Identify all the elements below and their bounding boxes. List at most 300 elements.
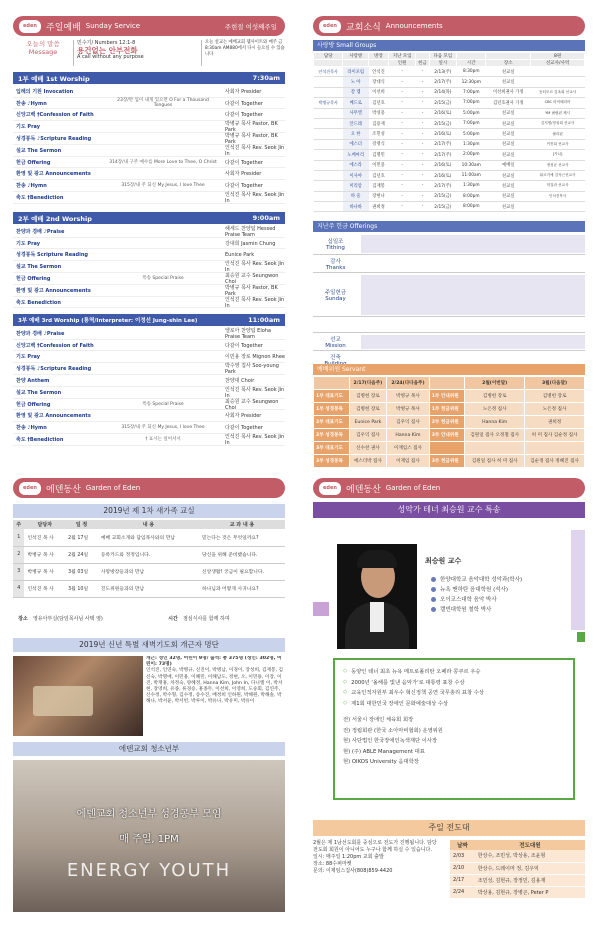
sg-cell: - [388, 77, 415, 87]
offering-ko: 선교 [330, 336, 341, 343]
worship-row [13, 340, 285, 352]
table-row [314, 181, 585, 191]
serv-cell: 1부 성경봉독 [314, 403, 350, 416]
sg-cell: 2/15(금) [429, 202, 456, 212]
worship-item: 기도 Pray [16, 240, 41, 247]
offering-label [313, 273, 358, 316]
worship-leader: 박병규 목사 Pastor, BK Park [225, 121, 278, 134]
sg-cell [314, 170, 343, 180]
sg-cell: 7:00pm [457, 118, 486, 128]
worship-leader: 사회자 Presider [225, 88, 262, 95]
sg-cell: 노 아 [343, 77, 369, 87]
servant-table [313, 376, 585, 468]
sg-header: 8원 [531, 53, 585, 60]
sg-cell: 라이포럼 [343, 67, 369, 77]
offering-ko: 주일헌금 [324, 289, 347, 296]
class-cell: 2월 24일 [65, 546, 98, 563]
sg-cell: 2/16(토) [429, 160, 456, 170]
worship-leader: 사회자 Presider [225, 171, 262, 178]
sg-subheader: 장소 [486, 60, 531, 67]
time-label: 시간 [168, 615, 178, 622]
worship2-bar [13, 212, 285, 224]
sg-cell: 2/13(주) [429, 67, 456, 77]
worship-item: 찬양 Anthem [16, 377, 50, 384]
sg-cell: 사무엘 [343, 108, 369, 118]
sg-cell: 2/16(토) [429, 108, 456, 118]
offering-en: Sunday [325, 295, 346, 302]
bio-text: 뉴욕 맨하탄 음대학원 (석사) [440, 587, 508, 593]
worship-hymn: 특송 Special Praise [142, 275, 184, 281]
table-row [314, 390, 585, 403]
sg-cell [314, 87, 343, 97]
serv-cell: 이재임 집사 [387, 455, 430, 468]
sg-cell: 박병규목사 [314, 98, 343, 108]
sg-cell: 2/16(토) [429, 170, 456, 180]
time: 점심식사를 함께 하며 [183, 615, 230, 622]
bio-item [431, 574, 571, 584]
class-header: 교 과 내 용 [199, 520, 285, 529]
evang-info [313, 840, 438, 875]
youth-line1: 에덴교회 청소년부 성경공부 모임 [76, 809, 222, 820]
sg-cell: 김지명/정성희 선교사 [531, 118, 585, 128]
offering-row [313, 273, 585, 317]
award-text: 제1회 대한민국 장애인 문화예술대상 수상 [351, 700, 449, 707]
sg-cell: 8:00pm [457, 191, 486, 201]
sg-cell: 인석진목사 [531, 191, 585, 201]
class-title: 2019년 제 1차 새가족 교실 [13, 504, 285, 518]
worship-item: 축도 †Benediction [16, 436, 64, 443]
sg-cell: 안석진 [369, 67, 389, 77]
sg-subheader [369, 60, 389, 67]
worship-row [13, 86, 285, 98]
worship-leader: 인석진 목사 Rev. Seok Jin In [225, 433, 285, 446]
sg-cell: 친교실 [486, 150, 531, 160]
worship2-list [13, 226, 285, 310]
offering-value [361, 275, 585, 315]
evang-cell: 조민성, 김현규, 장정민, 김용재 [475, 874, 585, 886]
sg-cell: 7:00pm [457, 98, 486, 108]
table-row [314, 98, 585, 108]
prayer-box [146, 656, 285, 736]
class-cell: 당신을 위해 준비했습니다. [199, 546, 285, 563]
worship-hymn: 315장/내 주 되신 My Jesus, I love Thee [121, 183, 205, 189]
class-cell: 신앙생활! 궁금이 필요합니다. [199, 563, 285, 580]
evang-item: 일시: 매주일 1:20pm 교회 출발 [313, 854, 384, 860]
sg-cell: - [388, 181, 415, 191]
sg-cell: - [388, 98, 415, 108]
evang-table [450, 840, 585, 899]
evang-cell: 2/10 [450, 862, 475, 874]
sg-cell [314, 118, 343, 128]
sg-header: 지난 모임 [388, 53, 415, 60]
sg-cell [314, 108, 343, 118]
offering-en: Mission [325, 342, 346, 349]
sg-header [486, 53, 531, 60]
worship-leader: 엘로아 찬양팀 Eloha Praise Team [225, 327, 271, 340]
sg-cell: - [416, 118, 429, 128]
serv-header [314, 377, 350, 390]
sg-header: 다음 모임 [429, 53, 456, 60]
table-row [314, 77, 585, 87]
youth-brand: ENERGY YOUTH [66, 860, 232, 881]
youth-line2: 매 주일, 1PM [119, 834, 179, 845]
sg-cell: 2/17(주) [429, 181, 456, 191]
offering-value [361, 257, 585, 271]
sg-cell: 친교실 [486, 202, 531, 212]
worship-leader: 인석진 목사 Rev. Seok Jin In [225, 296, 285, 309]
offerings-table [313, 233, 585, 361]
serv-cell: 1부 대표기도 [314, 390, 350, 403]
sg-cell: 2/16(토) [429, 129, 456, 139]
sg-cell: 이사야 [343, 170, 369, 180]
worship-item: 설교 The Sermon [16, 389, 62, 396]
youth-photo [13, 760, 285, 912]
class-cell: 사랑방장들과의 만남 [98, 563, 199, 580]
prayer-names: 인석진, 인연숙, 박병규, 신진이, 박병남, 이경이, 장성희, 김재봉, 김신숙, 박명애, 이민용, 이혜민, 이해남도, 정현, 오, 이민용, 이장, 이 진, 박재홍, 차정숙, 양혜정, Hanna Kim, John In, 다니엘 이, 박서현, 장영희, 유종, 류경승, 홍종두, 이선희, 이영희, 도숭회, 김연주, 신수정, 박수형, 김수정, 송수진, 배정희 인하원, 박해원, 박해솔, 박해나, 박서윤, 박서빈, 박루이, 박유나, 박유미, 박유이 [146, 668, 284, 705]
offering-row [313, 333, 585, 351]
sg-cell: 에스더 [343, 139, 369, 149]
worship-row [13, 157, 285, 169]
sg-cell: - [388, 191, 415, 201]
table-row [13, 546, 285, 563]
offering-ko: 건축 [330, 354, 341, 361]
class-cell: 인석진 목 사 [24, 529, 65, 546]
table-row [13, 563, 285, 580]
sg-cell: 강영식 [369, 139, 389, 149]
worship2-title: 2부 예배 2nd Worship [18, 214, 92, 223]
serv-cell: 3부 성경봉독 [314, 455, 350, 468]
sg-cell: 바나바 [343, 202, 369, 212]
serv-cell: 박병규 목사 [387, 403, 430, 416]
evang-title: 주일 전도대 [313, 820, 585, 836]
word-label-en: Message [28, 48, 58, 56]
sg-cell: 10:30am [457, 160, 486, 170]
sg-cell: 김용재 [369, 118, 389, 128]
sg-cell: 이민용 [369, 160, 389, 170]
worship-row [13, 328, 285, 340]
off-title: 지난주 헌금 Offerings [313, 221, 585, 232]
offering-en: Thanks [325, 264, 346, 271]
accent-bar [577, 632, 585, 642]
bio-text: 한양대학교 음악대학 성악과(학사) [440, 577, 523, 583]
eden2-title: 에덴동산 [346, 484, 381, 495]
table-row [314, 150, 585, 160]
worship-row [13, 297, 285, 309]
worship-leader: 다같이 Together [225, 342, 263, 349]
sg-cell: 에스라 [343, 160, 369, 170]
table-row [314, 191, 585, 201]
sg-cell: - [388, 150, 415, 160]
sg-cell: 미리암 [343, 181, 369, 191]
sg-subheader: 일시 [429, 60, 456, 67]
table-row [314, 87, 585, 97]
accent-bar [313, 602, 329, 616]
sg-cell: - [416, 87, 429, 97]
sg-cell: 친교실 [486, 191, 531, 201]
serv-cell: 김원일 집사 허 미 집사 [465, 455, 525, 468]
notice: 오늘 설교는 예배교회 웹사이트와 매주 금 8:30am AM880에서 다시 들으실 수 있습니다 [205, 40, 285, 57]
sg-cell: 안드레 [343, 118, 369, 128]
role-item: 현) OIKOS University 음대학장 [343, 759, 419, 766]
worship-row [13, 399, 285, 411]
worship-hymn: † 표시는 일어서서 [145, 436, 181, 442]
sg-cell: [가나] [531, 150, 585, 160]
sg-cell: CBC 라이베리아 [531, 98, 585, 108]
class-cell: 박병규 목 사 [24, 563, 65, 580]
eden-logo: eden [19, 482, 41, 495]
serv-cell: 1부 안내위원 [429, 390, 465, 403]
bullet-icon [431, 597, 436, 602]
worship-item: 신앙고백 †Confession of Faith [16, 342, 94, 349]
worship-item: 축도 Benediction [16, 299, 61, 306]
sg-cell: 5:00pm [457, 108, 486, 118]
class-cell: 믿는다는 것은 무엇일까요? [199, 529, 285, 546]
sg-cell: - [416, 77, 429, 87]
worship-row [13, 411, 285, 423]
serv-cell: 3부 대표기도 [314, 442, 350, 455]
sg-cell: - [416, 191, 429, 201]
sg-cell: - [416, 160, 429, 170]
worship-row [13, 238, 285, 250]
worship-item: 성경봉독 ♪Scripture Reading [16, 366, 92, 373]
roles-list [343, 714, 565, 767]
bullet-icon [431, 607, 436, 612]
sg-cell [314, 77, 343, 87]
serv-cell: 박병규 목사 [387, 390, 430, 403]
accent-bar [571, 530, 585, 630]
serv-cell: 김병헌 장로 [349, 403, 387, 416]
worship-item: 찬양과 경배 ♪Praise [16, 330, 65, 337]
serv-cell: 노은정 집사 [525, 403, 585, 416]
sg-cell: 2/15(금) [429, 98, 456, 108]
worship-leader: 다같이 Together [225, 425, 263, 432]
diamond-icon: ◇ [343, 689, 348, 696]
sg-subheader: 선교사/사역 [531, 60, 585, 67]
offering-label [313, 333, 358, 350]
table-row [314, 118, 585, 128]
sg-cell: 8:00pm [457, 202, 486, 212]
worship-leader: 다같이 Together [225, 112, 263, 119]
worship-leader: 박병규 목사 Pastor, BK Park [225, 284, 278, 297]
offering-value [361, 335, 585, 349]
award-text: 교육인적자원부 최우수 혁신정책 공연 국무총리 표창 수상 [351, 690, 484, 697]
table-row [314, 403, 585, 416]
sg-header [416, 53, 429, 60]
sg-cell [314, 191, 343, 201]
sg-cell: 7:00pm [457, 87, 486, 97]
worship-item: 찬양과 경배 ♪Praise [16, 228, 65, 235]
serv-cell: Eunice Park [349, 416, 387, 429]
service-title-en: Sunday Service [85, 22, 141, 30]
eden1-title: 에덴동산 [46, 484, 81, 495]
worship-leader: 이민용 장로 Mignon Rhee [225, 354, 285, 361]
table-row [13, 580, 285, 597]
evang-header: 날짜 [450, 840, 475, 850]
table-row [450, 850, 585, 862]
sg-cell: 김년호 [369, 98, 389, 108]
serv-cell: 3부 안내위원 [429, 429, 465, 442]
sg-cell: 박성용 [369, 108, 389, 118]
award-item [343, 698, 565, 709]
serv-cell: Hanna Kim [387, 429, 430, 442]
sg-cell: - [416, 108, 429, 118]
bullet-icon [431, 577, 436, 582]
sg-cell: 친교실 [486, 108, 531, 118]
sg-cell: 친교실 [486, 118, 531, 128]
sg-cell: 친교실 [486, 170, 531, 180]
sg-cell: 5:00pm [457, 129, 486, 139]
serv-cell: 김병헌 장로 [465, 390, 525, 403]
ann-title: 교회소식 [346, 22, 381, 33]
worship1-title: 1부 예배 1st Worship [18, 74, 90, 83]
sg-cell: 미질라 선교사 [531, 181, 585, 191]
worship3-time: 11:00am [248, 316, 280, 324]
sg-cell: 2:00pm [457, 150, 486, 160]
offering-row [313, 233, 585, 255]
message-en: A call without any purpose [77, 54, 144, 60]
eden-logo: eden [319, 20, 341, 33]
eden2-title-en: Garden of Eden [385, 484, 441, 492]
diamond-icon: ◇ [343, 678, 348, 685]
evang-header: 전도대원 [475, 840, 585, 850]
class-cell: 예배 교회소개와 담임목사와의 만남 [98, 529, 199, 546]
worship-leader: 인석진 목사 Rev. Seok Jin In [225, 386, 285, 399]
prayer-title: 2019년 신년 특별 새벽기도회 개근자 명단 [13, 638, 285, 652]
sg-cell: 장대식 [369, 77, 389, 87]
sg-cell: 장현나 [369, 191, 389, 201]
serv-header [429, 377, 465, 390]
feature-title: 성악가 테너 최승원 교수 특송 [313, 502, 585, 518]
offering-label [313, 255, 358, 272]
sg-cell: - [388, 129, 415, 139]
table-row [314, 139, 585, 149]
class-header: 내 용 [98, 520, 199, 529]
bullet-icon [431, 587, 436, 592]
award-item [343, 677, 565, 688]
class-header: 주 [13, 520, 24, 529]
eden2-header [313, 478, 585, 498]
sg-cell: 12:30pm [457, 77, 486, 87]
evang-cell: 2/24 [450, 886, 475, 898]
worship-item: 성경봉독 Scripture Reading [16, 252, 88, 259]
sg-cell: 1:30pm [457, 181, 486, 191]
role-item: 전) 정립회관 (한국 소아마비협회) 운영위원 [343, 727, 443, 734]
small-groups-table [313, 52, 585, 212]
new-family-table [13, 520, 285, 598]
sg-cell: 노베마리 [343, 150, 369, 160]
diamond-icon: ◇ [343, 699, 348, 706]
sg-cell: 정성균 선교사 [531, 160, 585, 170]
diamond-icon: ◇ [343, 668, 348, 675]
evang-cell: 2/17 [450, 874, 475, 886]
worship3-list [13, 328, 285, 448]
sg-cell: 요 한 [343, 129, 369, 139]
worship-item: 찬송 ♪Hymn [16, 425, 47, 432]
worship-leader: 최승원 교수 Seungwon Choi [225, 398, 279, 411]
worship-item: 찬송 ♪Hymn [16, 183, 47, 190]
class-cell: 등록카드와 정정입니다. [98, 546, 199, 563]
class-cell: 진도위원들과의 만남 [98, 580, 199, 597]
awards-box [333, 658, 575, 800]
bio-text: 오이코스대학 음악 박사 [440, 597, 497, 603]
feature-card [313, 522, 585, 802]
class-cell: 1 [13, 529, 24, 546]
worship-leader: 사회자 Presider [225, 413, 262, 420]
serv-cell: 2부 헌금위원 [429, 416, 465, 429]
serv-cell [429, 442, 465, 455]
bio-list [431, 574, 571, 614]
worship-item: 설교 The Sermon [16, 264, 62, 271]
sg-cell [531, 67, 585, 77]
worship-leader: 다같이 Together [225, 183, 263, 190]
worship-row [13, 363, 285, 375]
serv-header: 2/17(다음주) [349, 377, 387, 390]
message-title: 용건없는 안부전화 [77, 46, 138, 55]
tenor-photo [337, 544, 417, 649]
award-text: 2000년 '올해를 빛낸 음악가'로 대통령 표창 수상 [351, 679, 465, 686]
serv-header: 2/24(다다음주) [387, 377, 430, 390]
serv-cell: Hanna Kim [465, 416, 525, 429]
evang-cell: 박상용, 김현규, 장병곤, Peter P [475, 886, 585, 898]
table-row [314, 108, 585, 118]
table-row [450, 862, 585, 874]
award-text: 동양인 테너 최초 뉴욕 메트로폴리탄 오페라 콩쿠르 우승 [351, 669, 481, 676]
worship-hymn: 315장/내 주 되신 My Jesus, I love Thee [121, 425, 205, 431]
serv-title: 예배위원 Servant [313, 364, 585, 375]
serv-cell: 1부 헌금위원 [429, 403, 465, 416]
sg-cell: - [388, 87, 415, 97]
worship-item: 신앙고백 †Confession of Faith [16, 112, 94, 119]
offering-value [361, 319, 585, 331]
sg-cell: - [416, 98, 429, 108]
serv-cell: 노은정 집사 [465, 403, 525, 416]
serv-cell [465, 442, 525, 455]
sg-cell [314, 129, 343, 139]
evang-text: 2월은 제 1남선도회를 중심으로 전도가 진행됩니다. 담당 전도회 회원이 아니어도 누구나 함께 하실 수 있습니다. [313, 840, 437, 853]
sg-cell: - [416, 139, 429, 149]
offering-value [361, 235, 585, 253]
class-cell: 4 [13, 580, 24, 597]
serv-cell: 김순정 집사 정혜진 집사 [525, 455, 585, 468]
table-row [314, 129, 585, 139]
class-footer [13, 611, 285, 625]
sg-cell: 2/17(주) [429, 150, 456, 160]
sg-subheader: 헌금 [416, 60, 429, 67]
sg-cell: 동티모르 김옥희 선교사 [531, 87, 585, 97]
worship3-bar [13, 314, 285, 326]
sg-cell: 조민성 [369, 129, 389, 139]
sg-cell [314, 139, 343, 149]
worship-leader: 인석진 목사 Rev. Seok Jin In [225, 191, 285, 204]
worship-row [13, 226, 285, 238]
worship-item: 축도 †Benediction [16, 194, 64, 201]
worship1-list [13, 86, 285, 206]
prayer-photo [13, 656, 143, 736]
sg-cell: - [416, 150, 429, 160]
offering-label [313, 233, 358, 254]
worship-row [13, 98, 285, 110]
serv-cell: 김원일 집사 오정철 집사 [465, 429, 525, 442]
sg-cell: 2/14(목) [429, 87, 456, 97]
sg-cell [314, 160, 343, 170]
serv-cell: 김우익 집사 [387, 416, 430, 429]
worship-item: 환영 및 광고 Announcements [16, 413, 91, 420]
worship1-bar [13, 72, 285, 84]
sg-cell: 8:30pm [457, 67, 486, 77]
sg-cell: 김재봉 [369, 181, 389, 191]
award-item [343, 666, 565, 677]
sg-cell: 김명민 [369, 150, 389, 160]
